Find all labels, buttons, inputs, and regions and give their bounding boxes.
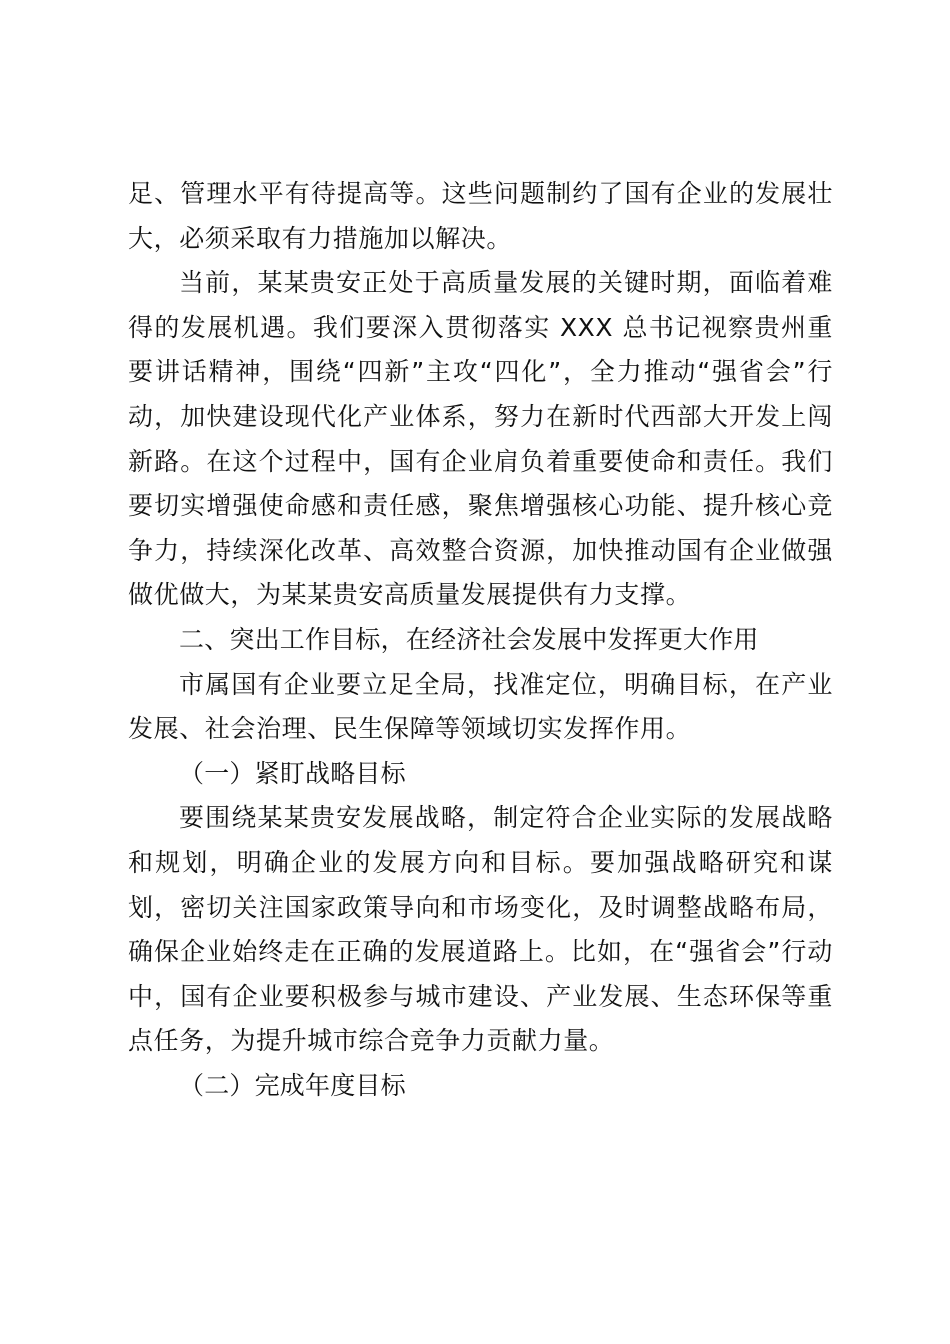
paragraph-strategy-goal: 要围绕某某贵安发展战略，制定符合企业实际的发展战略和规划，明确企业的发展方向和目标。要加强战略研究和谋划，密切关注国家政策导向和市场变化，及时调整战略布局，确保企业始终走在正确的发展道路上。比如，在“强省会”行动中，国有企业要积极参与城市建设、产业发展、生态环保等重点任务，为提升城市综合竞争力贡献力量。 [128,803,833,1056]
subsection-heading-2: （二）完成年度目标 [179,1070,406,1100]
paragraph-section-intro: 市属国有企业要立足全局，找准定位，明确目标，在产业发展、社会治理、民生保障等领域切实发挥作用。 [128,669,833,744]
document-page [128,172,833,1108]
paragraph-continued: 足、管理水平有待提高等。这些问题制约了国有企业的发展壮大，必须采取有力措施加以解决。 [128,179,833,253]
paragraph-current-situation: 当前，某某贵安正处于高质量发展的关键时期，面临着难得的发展机遇。我们要深入贯彻落实 XXX 总书记视察贵州重要讲话精神，围绕“四新”主攻“四化”，全力推动“强省会”行动，加快建设现代化产业体系，努力在新时代西部大开发上闯新路。在这个过程中，国有企业肩负着重要使命和责任。我们要切实增强使命感和责任感，聚焦增强核心功能、提升核心竞争力，持续深化改革、高效整合资源，加快推动国有企业做强做优做大，为某某贵安高质量发展提供有力支撑。 [128,268,833,610]
subsection-heading-1: （一）紧盯战略目标 [179,758,406,788]
section-heading-2: 二、突出工作目标，在经济社会发展中发挥更大作用 [179,624,759,654]
